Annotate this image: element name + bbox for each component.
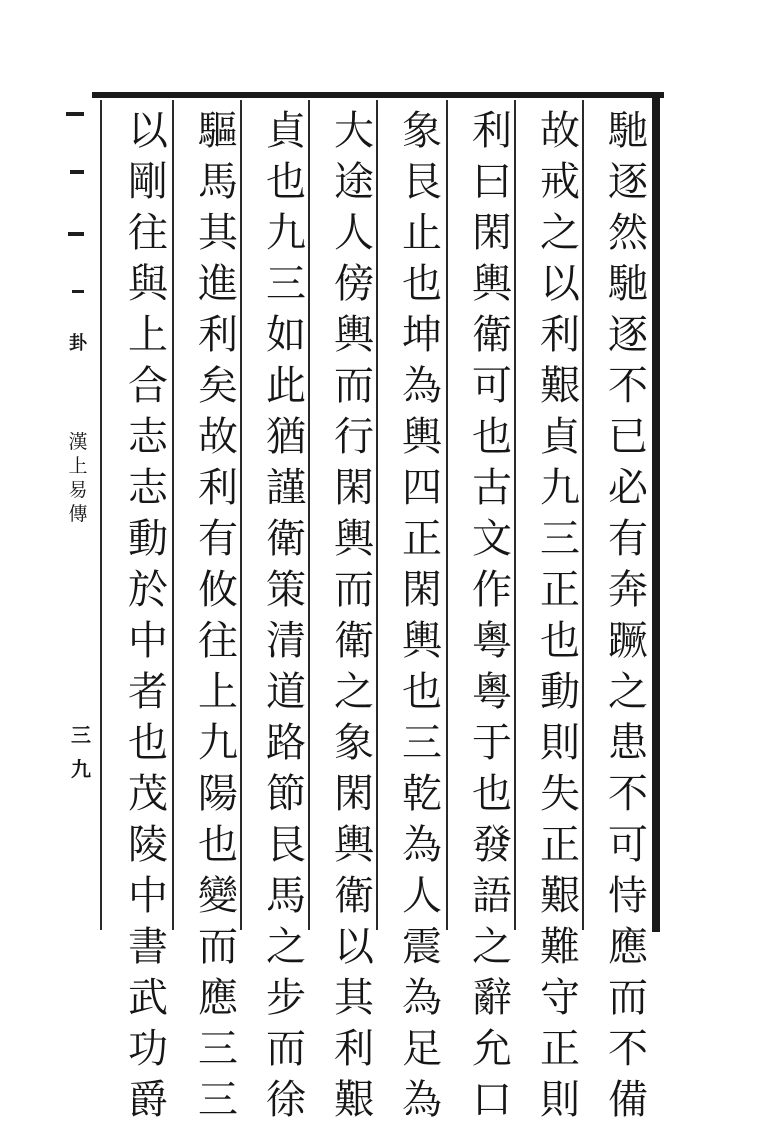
character: 上: [198, 669, 238, 715]
character: 攸: [198, 567, 238, 613]
character: 中: [128, 873, 168, 919]
character: 此: [266, 363, 306, 409]
margin-mark: 卦: [69, 333, 87, 354]
character: 可: [608, 822, 648, 868]
column-divider: [100, 100, 102, 930]
character: 爵: [128, 1077, 168, 1123]
character: 馳: [608, 108, 648, 154]
character: 文: [472, 516, 512, 562]
character: 其: [334, 975, 374, 1021]
character: 止: [402, 210, 442, 256]
character: 閑: [334, 465, 374, 511]
character: 逐: [608, 159, 648, 205]
character: 象: [402, 108, 442, 154]
character: 故: [540, 108, 580, 154]
character: 然: [608, 210, 648, 256]
character: 閑: [402, 567, 442, 613]
left-edge-fragment: [70, 170, 84, 174]
character: 馳: [608, 261, 648, 307]
character: 上: [128, 312, 168, 358]
character: 利: [472, 108, 512, 154]
character: 也: [198, 822, 238, 868]
folio-character: 三: [71, 723, 91, 747]
character: 與: [128, 261, 168, 307]
character: 正: [540, 1026, 580, 1072]
character: 馬: [198, 159, 238, 205]
character: 以: [334, 924, 374, 970]
character: 馬: [266, 873, 306, 919]
character: 策: [266, 567, 306, 613]
character: 為: [402, 975, 442, 1021]
character: 也: [540, 618, 580, 664]
character: 為: [402, 363, 442, 409]
left-edge-fragment: [68, 232, 84, 236]
character: 九: [540, 465, 580, 511]
text-column: [120, 106, 176, 1123]
character: 語: [472, 873, 512, 919]
character: 不: [608, 1026, 648, 1072]
character: 輿: [402, 618, 442, 664]
character: 驅: [198, 108, 238, 154]
character: 允: [472, 1026, 512, 1072]
character: 合: [128, 363, 168, 409]
character: 也: [402, 669, 442, 715]
character: 人: [334, 210, 374, 256]
character: 之: [334, 669, 374, 715]
character: 古: [472, 465, 512, 511]
character: 衛: [334, 618, 374, 664]
character: 之: [608, 669, 648, 715]
character: 為: [402, 822, 442, 868]
character: 利: [198, 465, 238, 511]
top-border-rule: [92, 92, 664, 98]
character: 輿: [472, 261, 512, 307]
character: 書: [128, 924, 168, 970]
character: 為: [402, 1077, 442, 1123]
character: 利: [334, 1026, 374, 1072]
character: 失: [540, 771, 580, 817]
character: 貞: [540, 414, 580, 460]
character: 有: [608, 516, 648, 562]
character: 步: [266, 975, 306, 1021]
character: 三: [198, 1077, 238, 1123]
character: 奔: [608, 567, 648, 613]
character: 三: [402, 720, 442, 766]
character: 其: [198, 210, 238, 256]
character: 貞: [266, 108, 306, 154]
character: 輿: [334, 516, 374, 562]
character: 利: [540, 312, 580, 358]
character: 艮: [266, 822, 306, 868]
margin-character: 易: [68, 479, 88, 501]
character: 坤: [402, 312, 442, 358]
character: 蹶: [608, 618, 648, 664]
character: 動: [128, 516, 168, 562]
character: 口: [472, 1077, 512, 1123]
folio-character: 九: [71, 757, 91, 781]
character: 辭: [472, 975, 512, 1021]
character: 衛: [472, 312, 512, 358]
character: 恃: [608, 873, 648, 919]
text-column: [190, 106, 246, 1123]
character: 大: [334, 108, 374, 154]
character: 則: [540, 1077, 580, 1123]
character: 行: [334, 414, 374, 460]
character: 陽: [198, 771, 238, 817]
character: 武: [128, 975, 168, 1021]
character: 之: [540, 210, 580, 256]
character: 已: [608, 414, 648, 460]
character: 應: [198, 975, 238, 1021]
character: 功: [128, 1026, 168, 1072]
character: 發: [472, 822, 512, 868]
character: 也: [472, 771, 512, 817]
character: 如: [266, 312, 306, 358]
character: 衛: [266, 516, 306, 562]
character: 志: [128, 414, 168, 460]
text-column: [600, 106, 656, 1123]
character: 逐: [608, 312, 648, 358]
character: 于: [472, 720, 512, 766]
character: 路: [266, 720, 306, 766]
margin-character: 漢: [68, 431, 88, 453]
character: 閑: [472, 210, 512, 256]
character: 者: [128, 669, 168, 715]
character: 利: [198, 312, 238, 358]
character: 往: [198, 618, 238, 664]
character: 震: [402, 924, 442, 970]
character: 正: [540, 822, 580, 868]
character: 輿: [402, 414, 442, 460]
character: 戒: [540, 159, 580, 205]
character: 之: [472, 924, 512, 970]
character: 而: [608, 975, 648, 1021]
character: 之: [266, 924, 306, 970]
character: 難: [540, 924, 580, 970]
character: 道: [266, 669, 306, 715]
character: 正: [402, 516, 442, 562]
character: 於: [128, 567, 168, 613]
character: 象: [334, 720, 374, 766]
character: 進: [198, 261, 238, 307]
character: 猶: [266, 414, 306, 460]
character: 也: [402, 261, 442, 307]
character: 作: [472, 567, 512, 613]
character: 患: [608, 720, 648, 766]
character: 而: [266, 1026, 306, 1072]
character: 曰: [472, 159, 512, 205]
character: 節: [266, 771, 306, 817]
margin-character: 上: [68, 455, 88, 477]
character: 徐: [266, 1077, 306, 1123]
margin-book-title: [66, 430, 90, 526]
character: 粵: [472, 618, 512, 664]
character: 中: [128, 618, 168, 664]
character: 人: [402, 873, 442, 919]
character: 輿: [334, 312, 374, 358]
character: 粵: [472, 669, 512, 715]
character: 不: [608, 771, 648, 817]
character: 守: [540, 975, 580, 1021]
character: 以: [540, 261, 580, 307]
character: 志: [128, 465, 168, 511]
character: 備: [608, 1077, 648, 1123]
character: 以: [128, 108, 168, 154]
text-column: [464, 106, 520, 1123]
character: 足: [402, 1026, 442, 1072]
character: 故: [198, 414, 238, 460]
character: 傍: [334, 261, 374, 307]
character: 輿: [334, 822, 374, 868]
character: 應: [608, 924, 648, 970]
character: 謹: [266, 465, 306, 511]
left-edge-fragment: [72, 290, 84, 293]
character: 必: [608, 465, 648, 511]
character: 艱: [334, 1077, 374, 1123]
character: 可: [472, 363, 512, 409]
character: 有: [198, 516, 238, 562]
character: 三: [266, 261, 306, 307]
character: 動: [540, 669, 580, 715]
text-column: [394, 106, 450, 1123]
character: 乾: [402, 771, 442, 817]
text-column: [258, 106, 314, 1123]
text-column: [326, 106, 382, 1123]
character: 三: [198, 1026, 238, 1072]
character: 也: [472, 414, 512, 460]
character: 矣: [198, 363, 238, 409]
character: 閑: [334, 771, 374, 817]
character: 陵: [128, 822, 168, 868]
character: 而: [334, 567, 374, 613]
character: 艱: [540, 363, 580, 409]
character: 變: [198, 873, 238, 919]
character: 也: [266, 159, 306, 205]
character: 衛: [334, 873, 374, 919]
margin-character: 傳: [68, 503, 88, 525]
character: 正: [540, 567, 580, 613]
character: 艮: [402, 159, 442, 205]
character: 九: [266, 210, 306, 256]
character: 茂: [128, 771, 168, 817]
character: 三: [540, 516, 580, 562]
character: 清: [266, 618, 306, 664]
character: 而: [198, 924, 238, 970]
folio-number: [68, 700, 94, 796]
left-edge-fragment: [66, 112, 84, 116]
character: 艱: [540, 873, 580, 919]
text-column: [532, 106, 588, 1123]
character: 則: [540, 720, 580, 766]
character: 剛: [128, 159, 168, 205]
character: 也: [128, 720, 168, 766]
character: 九: [198, 720, 238, 766]
character: 途: [334, 159, 374, 205]
character: 四: [402, 465, 442, 511]
character: 不: [608, 363, 648, 409]
character: 往: [128, 210, 168, 256]
character: 而: [334, 363, 374, 409]
